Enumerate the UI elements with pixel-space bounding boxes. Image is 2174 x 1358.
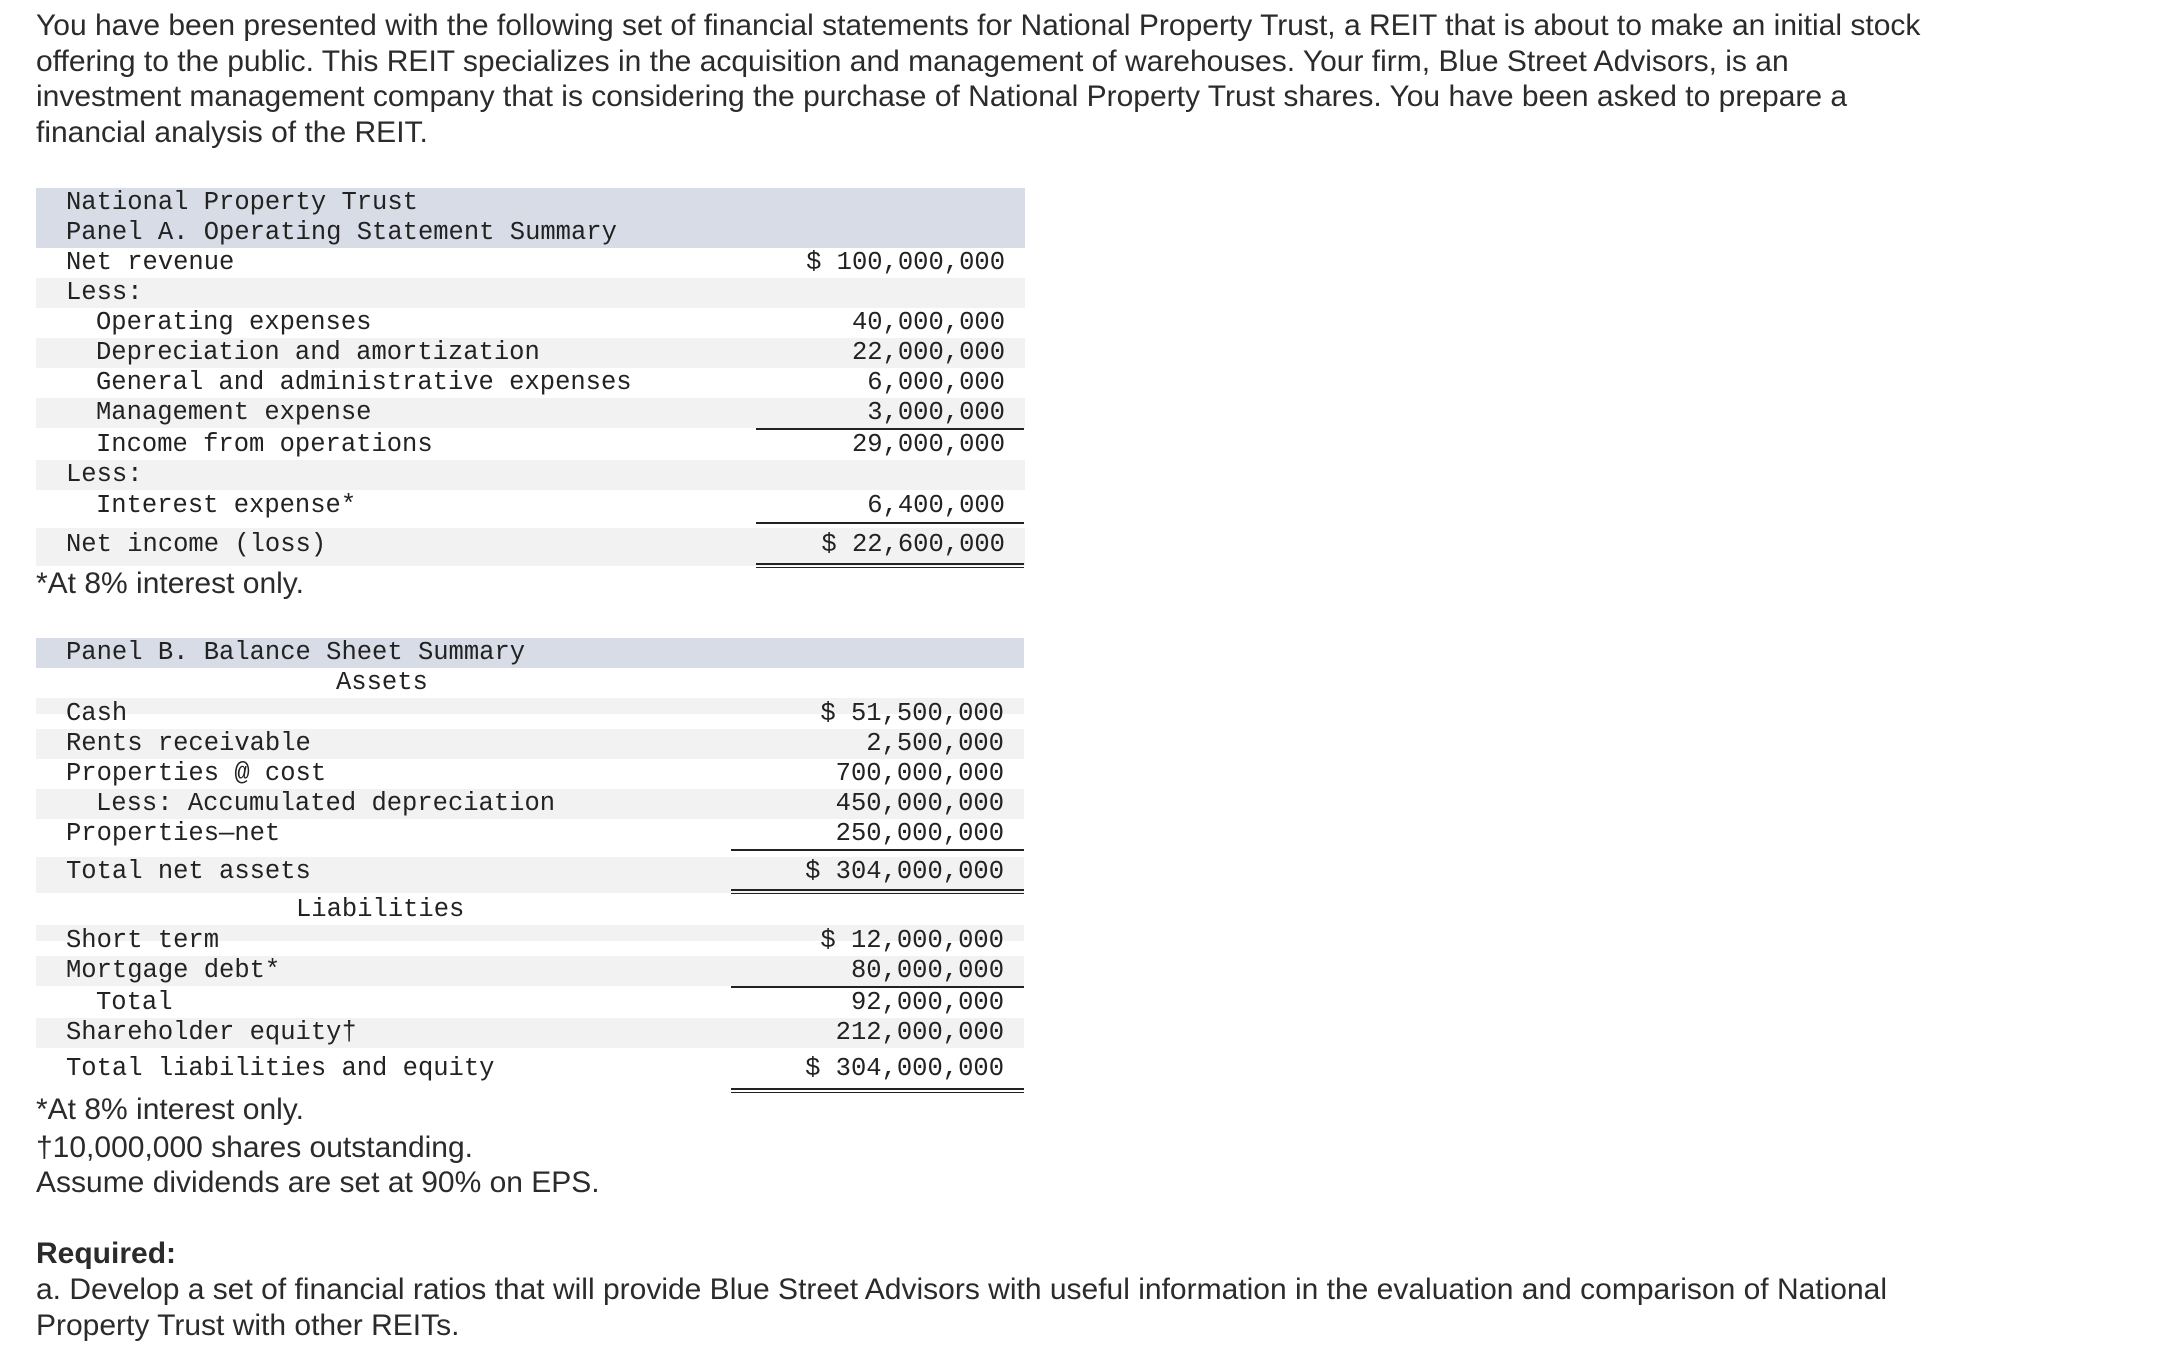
assets-heading: Assets xyxy=(336,668,428,697)
management-row xyxy=(36,398,1025,428)
panel-a-company-title: National Property Trust xyxy=(66,188,418,217)
panel-b-title: Panel B. Balance Sheet Summary xyxy=(66,638,526,667)
operating-expenses-label: Operating expenses xyxy=(96,308,372,337)
required-heading: Required: xyxy=(36,1237,177,1270)
gna-row xyxy=(36,368,1025,398)
less-row-2 xyxy=(36,460,1025,490)
income-ops-row xyxy=(36,430,1025,460)
panel-a-title-row-2 xyxy=(36,218,1025,248)
panel-b-title-row xyxy=(36,638,1024,668)
net-revenue-row xyxy=(36,248,1025,278)
management-label: Management expense xyxy=(96,398,372,427)
total-liab-equity-label: Total liabilities and equity xyxy=(66,1054,495,1083)
properties-value: 700,000,000 xyxy=(835,759,1004,788)
cash-row xyxy=(36,699,1024,729)
total-liab-equity-row xyxy=(36,1054,1024,1084)
properties-net-row xyxy=(36,819,1024,849)
panel-a-title-row xyxy=(36,188,1025,218)
less-label: Less: xyxy=(66,278,143,307)
total-net-assets-label: Total net assets xyxy=(66,857,311,886)
total-label: Total xyxy=(96,988,173,1017)
mortgage-value: 80,000,000 xyxy=(850,956,1004,985)
total-value: 92,000,000 xyxy=(850,988,1004,1017)
short-term-value: $ 12,000,000 xyxy=(820,926,1004,955)
properties-net-value: 250,000,000 xyxy=(835,819,1004,848)
panel-a-footnote: *At 8% interest only. xyxy=(36,567,304,600)
total-row xyxy=(36,988,1024,1018)
assets-heading-row xyxy=(36,668,1024,698)
panel-a-title: Panel A. Operating Statement Summary xyxy=(66,218,617,247)
net-income-label: Net income (loss) xyxy=(66,530,327,559)
total-liab-equity-value: $ 304,000,000 xyxy=(805,1054,1004,1083)
equity-label: Shareholder equity† xyxy=(66,1018,357,1047)
management-value: 3,000,000 xyxy=(867,398,1005,427)
equity-value: 212,000,000 xyxy=(835,1018,1004,1047)
intro-paragraph: You have been presented with the following set of financial statements for National Property Trust, a REIT that is about to make an initial stock offering to the public. This REIT specializes in the acquisition and management of warehouses. Your firm, Blue Street Advisors, is an investment management company that is considering the purchase of National Property Trust shares. You have been asked to prepare a financial analysis of the REIT. xyxy=(36,9,1921,149)
cash-value: $ 51,500,000 xyxy=(820,699,1004,728)
panel-b-footnote-1: *At 8% interest only. xyxy=(36,1093,304,1126)
net-revenue-label: Net revenue xyxy=(66,248,235,277)
properties-row xyxy=(36,759,1024,789)
net-income-value: $ 22,600,000 xyxy=(821,530,1005,559)
liabilities-heading-row xyxy=(36,895,1024,925)
net-income-row xyxy=(36,528,1025,566)
panel-b-footnote-2: †10,000,000 shares outstanding. xyxy=(36,1131,474,1164)
accum-dep-value: 450,000,000 xyxy=(835,789,1004,818)
operating-expenses-row xyxy=(36,308,1025,338)
short-term-row xyxy=(36,926,1024,956)
depreciation-value: 22,000,000 xyxy=(851,338,1005,367)
required-part-a: a. Develop a set of financial ratios that will provide Blue Street Advisors with useful information in the evaluation and comparison of National Property Trust with other REITs. xyxy=(36,1273,1888,1342)
interest-value: 6,400,000 xyxy=(867,491,1005,520)
interest-underline xyxy=(756,522,1024,524)
net-revenue-value: $ 100,000,000 xyxy=(806,248,1005,277)
depreciation-label: Depreciation and amortization xyxy=(96,338,540,367)
net-income-double-underline xyxy=(756,563,1024,568)
mortgage-row xyxy=(36,956,1024,986)
interest-row xyxy=(36,491,1025,521)
less-label-2: Less: xyxy=(66,460,143,489)
cash-label: Cash xyxy=(66,699,128,728)
income-ops-value: 29,000,000 xyxy=(851,430,1005,459)
total-net-assets-double-underline xyxy=(731,889,1024,894)
rents-value: 2,500,000 xyxy=(866,729,1004,758)
interest-label: Interest expense* xyxy=(96,491,357,520)
total-net-assets-row xyxy=(36,857,1024,893)
income-ops-label: Income from operations xyxy=(96,430,433,459)
properties-net-underline xyxy=(731,849,1024,851)
mortgage-label: Mortgage debt* xyxy=(66,956,281,985)
short-term-label: Short term xyxy=(66,926,220,955)
panel-b-footnote-3: Assume dividends are set at 90% on EPS. xyxy=(36,1166,600,1199)
accum-dep-label: Less: Accumulated depreciation xyxy=(96,789,556,818)
rents-label: Rents receivable xyxy=(66,729,311,758)
depreciation-row xyxy=(36,338,1025,368)
liabilities-heading: Liabilities xyxy=(296,895,465,924)
equity-row xyxy=(36,1018,1024,1048)
rents-row xyxy=(36,729,1024,759)
gna-label: General and administrative expenses xyxy=(96,368,632,397)
gna-value: 6,000,000 xyxy=(867,368,1005,397)
total-liab-equity-double-underline xyxy=(731,1088,1024,1093)
accum-dep-row xyxy=(36,789,1024,819)
properties-label: Properties @ cost xyxy=(66,759,327,788)
operating-expenses-value: 40,000,000 xyxy=(851,308,1005,337)
properties-net-label: Properties—net xyxy=(66,819,281,848)
total-net-assets-value: $ 304,000,000 xyxy=(805,857,1004,886)
less-row xyxy=(36,278,1025,308)
